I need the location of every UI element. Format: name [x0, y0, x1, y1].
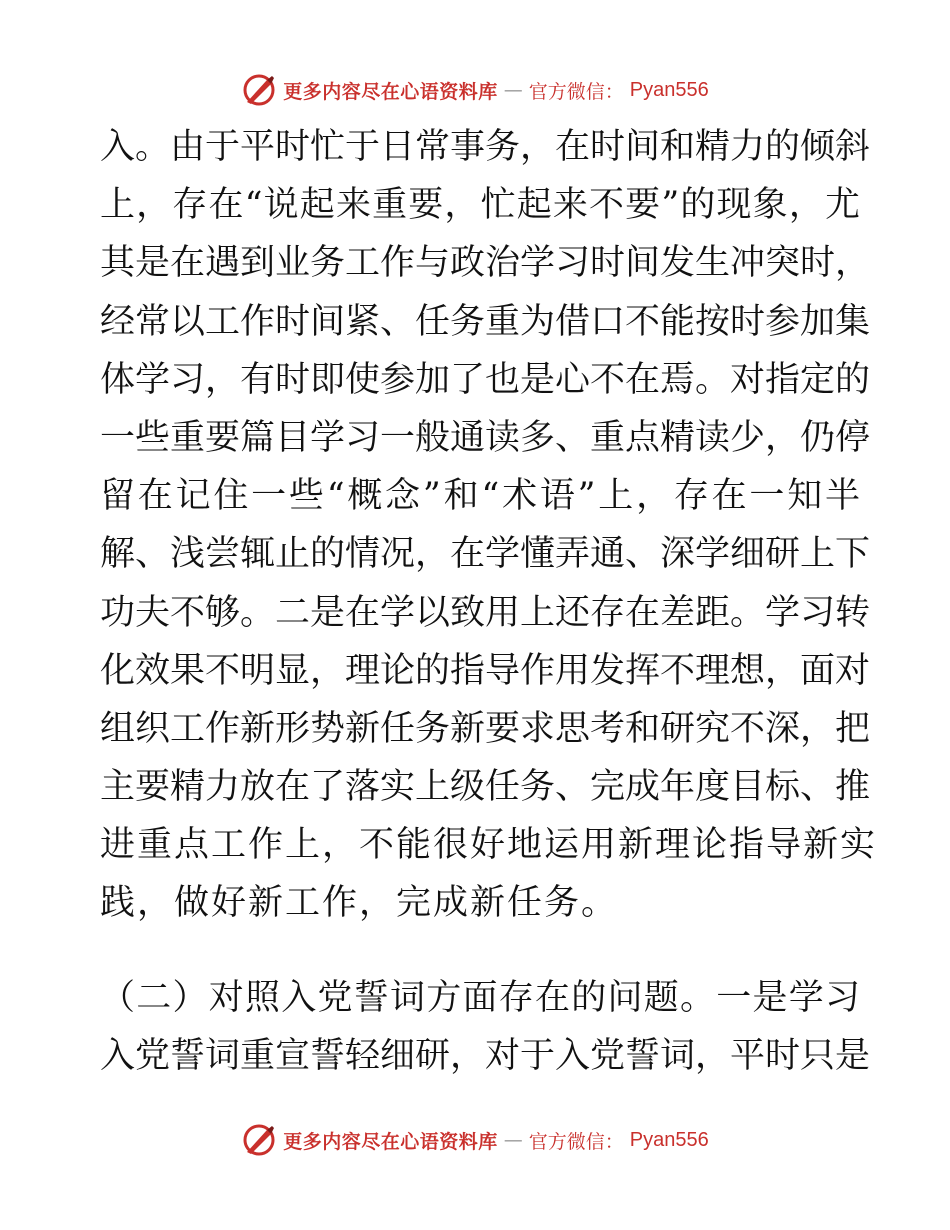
watermark-text: 更多内容尽在心语资料库 — [283, 80, 498, 103]
text-line: 主要精力放在了落实上级任务、完成年度目标、推 — [100, 767, 871, 808]
text-line: 入。由于平时忙于日常事务，在时间和精力的倾斜 — [100, 127, 871, 167]
text-line: 进重点工作上，不能很好地运用新理论指导新实 — [100, 825, 878, 866]
text-line: 践，做好新工作，完成新任务。 — [100, 883, 619, 924]
pen-logo-icon — [241, 72, 277, 108]
watermark-wechat-label: 官方微信： — [528, 80, 624, 103]
watermark-wechat-label: 官方微信： — [528, 1130, 624, 1153]
text-line: 功夫不够。二是在学以致用上还存在差距。学习转 — [100, 592, 871, 633]
text-line: 上，存在“说起来重要，忙起来不要”的现象，尤 — [100, 185, 860, 226]
paragraph-gap — [100, 933, 860, 969]
watermark-wechat-id: Pyan556 — [629, 1128, 709, 1151]
watermark-wechat-id: Pyan556 — [629, 78, 709, 101]
text-line: 其是在遇到业务工作与政治学习时间发生冲突时， — [100, 243, 871, 284]
text-line: 留在记住一些“概念”和“术语”上，存在一知半 — [100, 476, 860, 517]
document-body — [100, 118, 878, 1085]
paragraph-2 — [100, 969, 871, 1085]
watermark-separator: — — [503, 79, 523, 101]
text-line: 解、浅尝辄止的情况，在学懂弄通、深学细研上下 — [100, 534, 871, 575]
text-line: 化效果不明显，理论的指导作用发挥不理想，面对 — [100, 650, 871, 691]
watermark-banner-bottom — [0, 1120, 950, 1160]
paragraph-1 — [100, 118, 878, 933]
text-line: 组织工作新形势新任务新要求思考和研究不深，把 — [100, 708, 871, 749]
pen-logo-icon — [241, 1122, 277, 1158]
text-line: （二）对照入党誓词方面存在的问题。一是学习 — [100, 977, 860, 1018]
watermark-separator: — — [503, 1129, 523, 1151]
text-line: 体学习，有时即使参加了也是心不在焉。对指定的 — [100, 359, 871, 400]
text-line: 入党誓词重宣誓轻细研，对于入党誓词，平时只是 — [100, 1035, 871, 1076]
text-line: 经常以工作时间紧、任务重为借口不能按时参加集 — [100, 301, 871, 342]
text-line: 一些重要篇目学习一般通读多、重点精读少，仍停 — [100, 417, 871, 458]
watermark-text: 更多内容尽在心语资料库 — [283, 1130, 498, 1153]
watermark-banner-top — [0, 70, 950, 110]
